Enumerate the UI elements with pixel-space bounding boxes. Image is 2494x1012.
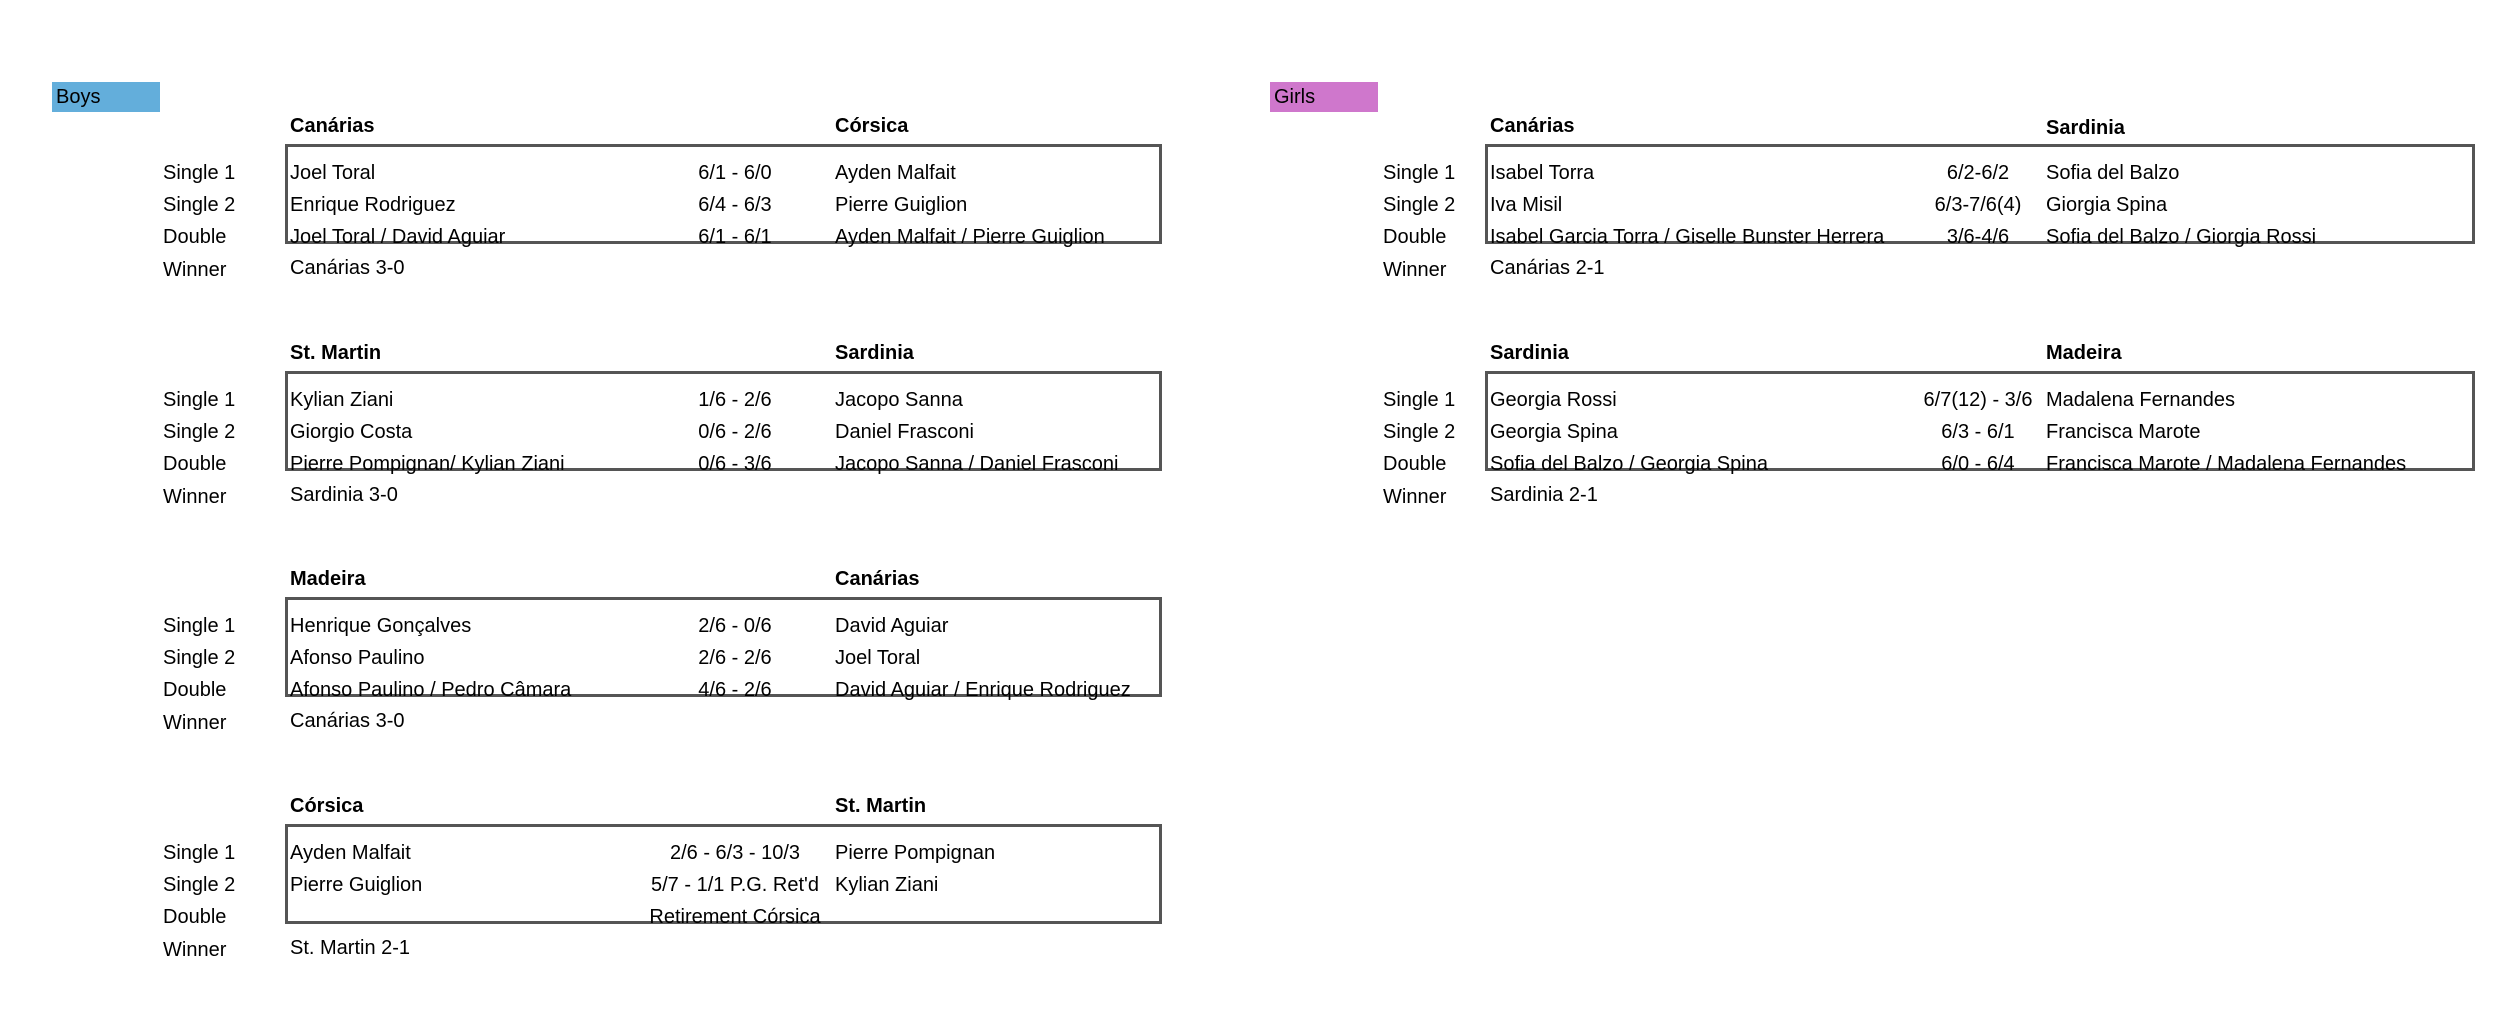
double-score: 6/0 - 6/4 [1941,453,2015,475]
winner-label: Winner [1383,259,1447,281]
winner-label: Winner [163,259,227,281]
single2-player-b: Joel Toral [835,647,921,669]
single2-label: Single 2 [163,874,236,896]
winner-value: Canárias 3-0 [290,257,405,279]
winner-label: Winner [1383,486,1447,508]
single2-player-a: Enrique Rodriguez [290,194,456,216]
team-b-header: Córsica [835,115,909,137]
single1-label: Single 1 [163,389,236,411]
team-a-header: Sardinia [1490,342,1569,364]
double-player-a: Sofia del Balzo / Georgia Spina [1490,453,1768,475]
single2-score: 2/6 - 2/6 [698,647,772,669]
winner-value: Sardinia 3-0 [290,484,398,506]
single2-player-b: Francisca Marote [2046,421,2201,443]
single1-player-b: Madalena Fernandes [2046,389,2236,411]
double-player-a: Pierre Pompignan/ Kylian Ziani [290,453,565,475]
single1-player-a: Kylian Ziani [290,389,394,411]
winner-label: Winner [163,712,227,734]
winner-value: Sardinia 2-1 [1490,484,1598,506]
single1-player-b: David Aguiar [835,615,949,637]
single2-score: 6/3 - 6/1 [1941,421,2015,443]
single2-player-a: Georgia Spina [1490,421,1618,443]
double-player-b: Sofia del Balzo / Giorgia Rossi [2046,226,2317,248]
single1-player-b: Jacopo Sanna [835,389,963,411]
single1-player-b: Sofia del Balzo [2046,162,2180,184]
single1-score: 2/6 - 6/3 - 10/3 [669,842,801,864]
team-b-header: St. Martin [835,795,927,817]
team-a-header: Canárias [1490,115,1575,137]
single1-label: Single 1 [1383,389,1456,411]
double-label: Double [163,453,227,475]
winner-label: Winner [163,486,227,508]
single1-player-a: Henrique Gonçalves [290,615,472,637]
double-player-b: Jacopo Sanna / Daniel Frasconi [835,453,1119,475]
winner-label: Winner [163,939,227,961]
double-player-b: Francisca Marote / Madalena Fernandes [2046,453,2407,475]
double-player-a: Isabel Garcia Torra / Giselle Bunster Herrera [1490,226,1885,248]
single1-label: Single 1 [163,162,236,184]
single2-player-b: Giorgia Spina [2046,194,2168,216]
team-a-header: Córsica [290,795,364,817]
single1-score: 6/1 - 6/0 [698,162,772,184]
single2-player-a: Afonso Paulino [290,647,425,669]
single2-player-b: Pierre Guiglion [835,194,968,216]
single1-score: 6/7(12) - 3/6 [1923,389,2033,411]
single2-player-b: Daniel Frasconi [835,421,974,443]
single2-score: 6/4 - 6/3 [698,194,772,216]
single2-player-a: Iva Misil [1490,194,1563,216]
single2-label: Single 2 [1383,421,1456,443]
team-b-header: Sardinia [2046,117,2125,139]
single2-label: Single 2 [163,194,236,216]
single1-label: Single 1 [163,615,236,637]
team-b-header: Madeira [2046,342,2122,364]
single1-player-a: Georgia Rossi [1490,389,1617,411]
single1-player-a: Ayden Malfait [290,842,411,864]
winner-value: Canárias 2-1 [1490,257,1605,279]
team-a-header: Madeira [290,568,366,590]
winner-value: St. Martin 2-1 [290,937,411,959]
team-b-header: Sardinia [835,342,914,364]
single2-score: 5/7 - 1/1 P.G. Ret'd [651,874,819,896]
double-player-a: Joel Toral / David Aguiar [290,226,506,248]
double-label: Double [1383,453,1447,475]
double-player-a: Afonso Paulino / Pedro Câmara [290,679,572,701]
single2-label: Single 2 [1383,194,1456,216]
single1-score: 1/6 - 2/6 [698,389,772,411]
double-label: Double [163,679,227,701]
double-score: 6/1 - 6/1 [698,226,772,248]
double-label: Double [1383,226,1447,248]
single1-label: Single 1 [163,842,236,864]
team-a-header: Canárias [290,115,375,137]
double-score: 3/6-4/6 [1946,226,2010,248]
single1-score: 6/2-6/2 [1946,162,2010,184]
single2-player-b: Kylian Ziani [835,874,939,896]
double-label: Double [163,226,227,248]
single2-player-a: Giorgio Costa [290,421,413,443]
single2-score: 0/6 - 2/6 [698,421,772,443]
single2-label: Single 2 [163,421,236,443]
single1-player-b: Ayden Malfait [835,162,956,184]
double-player-b: Ayden Malfait / Pierre Guiglion [835,226,1105,248]
winner-value: Canárias 3-0 [290,710,405,732]
single2-label: Single 2 [163,647,236,669]
team-b-header: Canárias [835,568,920,590]
single2-score: 6/3-7/6(4) [1934,194,2022,216]
single1-player-b: Pierre Pompignan [835,842,996,864]
double-score: Retirement Córsica [649,906,821,928]
single2-player-a: Pierre Guiglion [290,874,423,896]
team-a-header: St. Martin [290,342,382,364]
double-player-b: David Aguiar / Enrique Rodriguez [835,679,1131,701]
single1-player-a: Isabel Torra [1490,162,1595,184]
single1-label: Single 1 [1383,162,1456,184]
double-label: Double [163,906,227,928]
girls-label: Girls [1270,82,1378,112]
single1-player-a: Joel Toral [290,162,376,184]
boys-label: Boys [52,82,160,112]
double-score: 0/6 - 3/6 [698,453,772,475]
double-score: 4/6 - 2/6 [698,679,772,701]
single1-score: 2/6 - 0/6 [698,615,772,637]
